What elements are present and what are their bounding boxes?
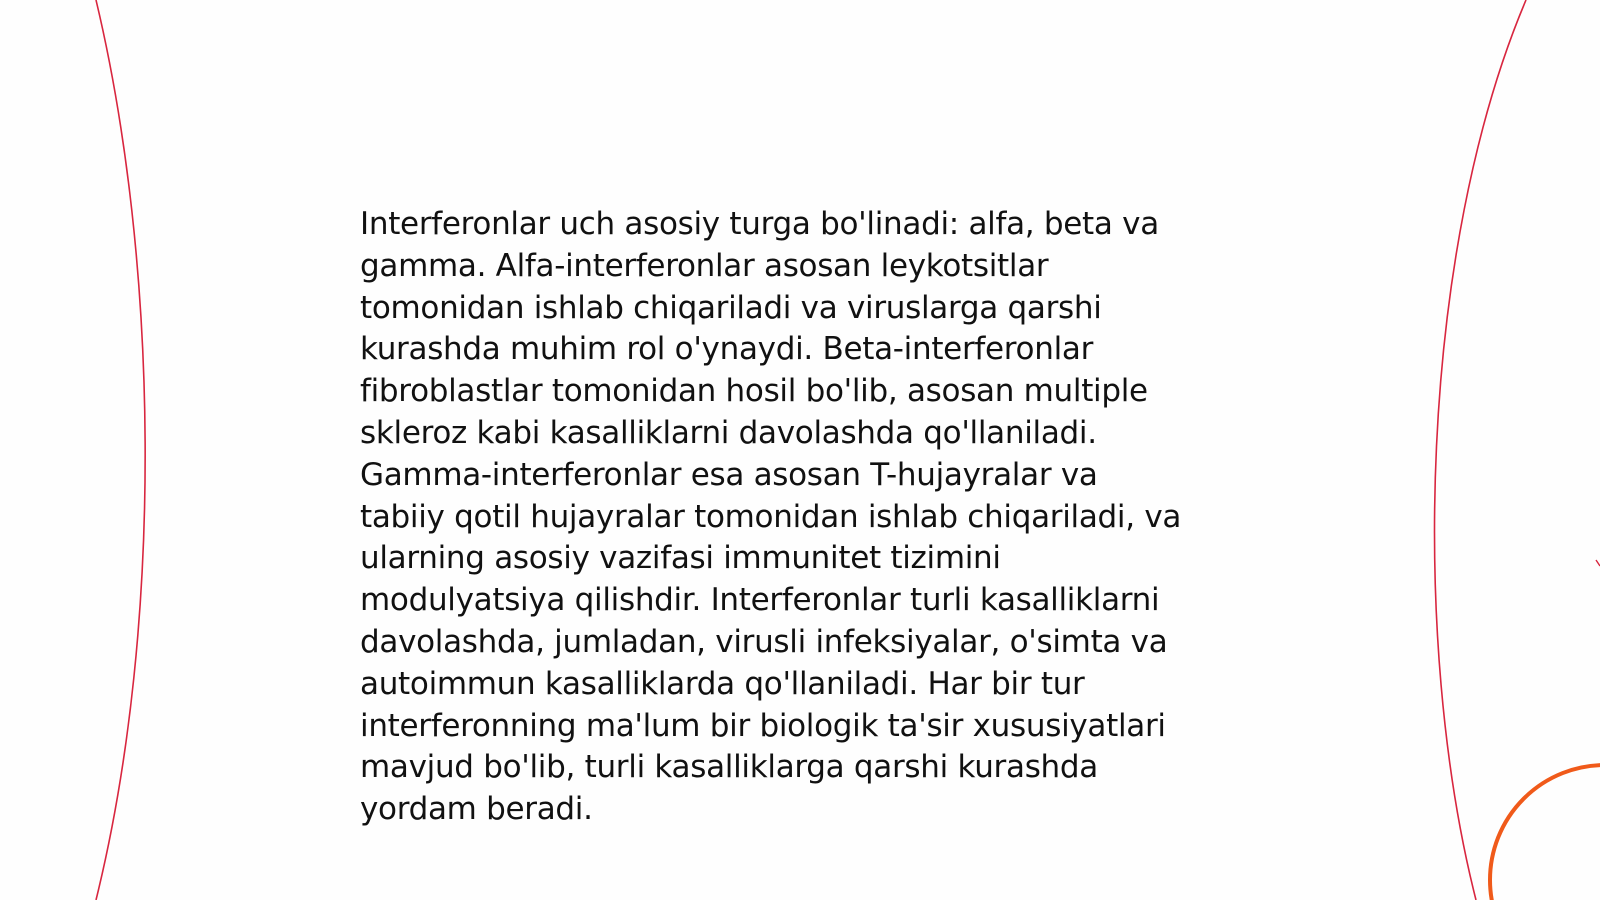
accent-circle [1490, 765, 1600, 900]
right-curve-line [1435, 0, 1526, 900]
small-tick-mark [1596, 560, 1600, 566]
left-curve-line [96, 0, 145, 900]
slide-body-text: Interferonlar uch asosiy turga bo'linadi: alfa, beta va gamma. Alfa-interferonlar asosan leykotsitlar tomonidan ishlab chiqariladi va viruslarga qarshi kurashda muhim rol o'ynaydi. Beta-interferonlar fibroblastlar tomonidan hosil bo'lib, asosan multiple skleroz kabi kasalliklarni davolashda qo'llaniladi. Gamma-interferonlar esa asosan T-hujayralar va tabiiy qotil hujayralar tomonidan ishlab chiqariladi, va ularning asosiy vazifasi immunitet tizimini modulyatsiya qilishdir. Interferonlar turli kasalliklarni davolashda, jumladan, virusli infeksiyalar, o'simta va autoimmun kasalliklarda qo'llaniladi. Har bir tur interferonning ma'lum bir biologik ta'sir xususiyatlari mavjud bo'lib, turli kasalliklarga qarshi kurashda yordam beradi. [360, 206, 1182, 828]
